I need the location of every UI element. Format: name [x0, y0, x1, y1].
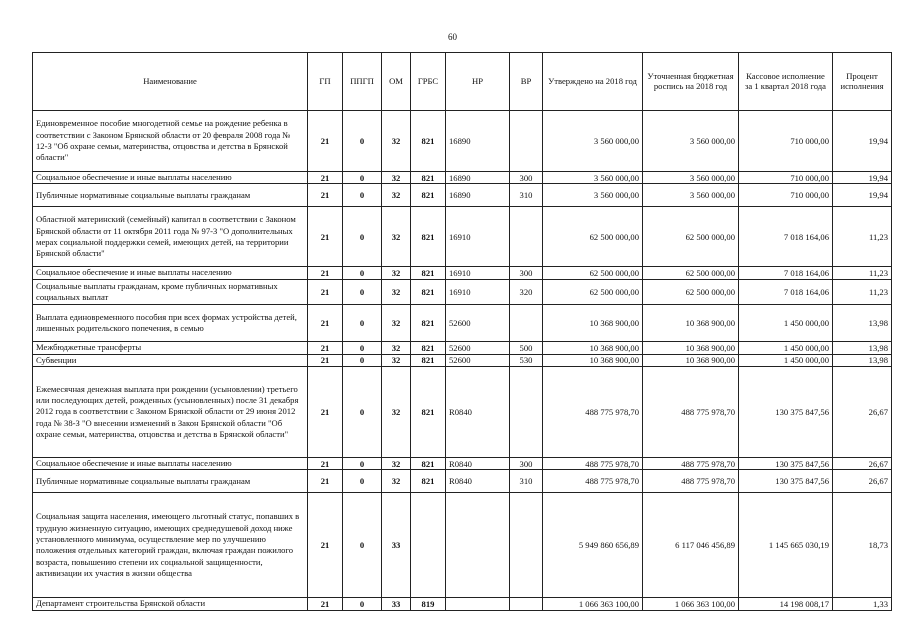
cell-percent: 11,23 [833, 207, 892, 267]
header-approved: Утверждено на 2018 год [543, 53, 643, 111]
cell-nr: 16890 [446, 172, 510, 184]
cell-name: Публичные нормативные социальные выплаты гражданам [33, 184, 308, 207]
cell-grbs [411, 493, 446, 598]
cell-cash: 710 000,00 [739, 172, 833, 184]
cell-name: Департамент строительства Брянской области [33, 598, 308, 610]
cell-percent: 18,73 [833, 493, 892, 598]
cell-approved: 3 560 000,00 [543, 184, 643, 207]
cell-om: 32 [382, 470, 411, 493]
cell-approved: 1 066 363 100,00 [543, 598, 643, 610]
cell-refined: 3 560 000,00 [643, 172, 739, 184]
table-row [33, 111, 892, 172]
table-row [33, 354, 892, 366]
cell-name: Выплата единовременного пособия при всех формах устройства детей, лишенных родительского попечения, в семью [33, 305, 308, 342]
cell-cash: 14 198 008,17 [739, 598, 833, 610]
cell-grbs: 819 [411, 598, 446, 610]
cell-approved: 10 368 900,00 [543, 305, 643, 342]
cell-name: Социальные выплаты гражданам, кроме публичных нормативных социальных выплат [33, 279, 308, 305]
cell-grbs: 821 [411, 184, 446, 207]
cell-vr [510, 207, 543, 267]
cell-om: 32 [382, 267, 411, 279]
table-row [33, 458, 892, 470]
header-om: ОМ [382, 53, 411, 111]
table-row [33, 367, 892, 458]
cell-grbs: 821 [411, 470, 446, 493]
cell-nr: 16910 [446, 267, 510, 279]
cell-percent: 26,67 [833, 458, 892, 470]
cell-vr: 300 [510, 267, 543, 279]
cell-pgp: 0 [343, 458, 382, 470]
cell-approved: 3 560 000,00 [543, 172, 643, 184]
budget-execution-table [32, 52, 892, 611]
cell-vr: 300 [510, 458, 543, 470]
cell-vr [510, 111, 543, 172]
cell-grbs: 821 [411, 172, 446, 184]
table-row [33, 172, 892, 184]
cell-name: Публичные нормативные социальные выплаты гражданам [33, 470, 308, 493]
cell-nr [446, 493, 510, 598]
cell-name: Субвенции [33, 354, 308, 366]
cell-approved: 62 500 000,00 [543, 267, 643, 279]
page-number: 60 [448, 32, 457, 42]
cell-name: Социальное обеспечение и иные выплаты населению [33, 172, 308, 184]
table-row [33, 470, 892, 493]
header-gp: ГП [308, 53, 343, 111]
cell-cash: 710 000,00 [739, 184, 833, 207]
header-name: Наименование [33, 53, 308, 111]
cell-nr: 16910 [446, 207, 510, 267]
table-row [33, 305, 892, 342]
cell-refined: 1 066 363 100,00 [643, 598, 739, 610]
cell-name: Областной материнский (семейный) капитал в соответствии с Законом Брянской области от 11 октября 2011 года № 97-З "О дополнительных мерах социальной поддержки семей, имеющих детей, на территории Брянской области" [33, 207, 308, 267]
cell-om: 32 [382, 172, 411, 184]
table-row [33, 342, 892, 354]
cell-vr: 500 [510, 342, 543, 354]
header-grbs: ГРБС [411, 53, 446, 111]
cell-grbs: 821 [411, 354, 446, 366]
cell-grbs: 821 [411, 458, 446, 470]
cell-name: Социальная защита населения, имеющего льготный статус, попавших в трудную жизненную ситуацию, имеющих среднедушевой доход ниже установленного минимума, осуществление мер по улучшению положения отдельных категорий граждан, включая граждан пожилого возраста, повышению степени их социальной защищенности, активизации их участия в жизни общества [33, 493, 308, 598]
cell-gp: 21 [308, 207, 343, 267]
cell-cash: 7 018 164,06 [739, 279, 833, 305]
cell-cash: 130 375 847,56 [739, 367, 833, 458]
cell-pgp: 0 [343, 184, 382, 207]
cell-cash: 1 450 000,00 [739, 305, 833, 342]
cell-refined: 10 368 900,00 [643, 342, 739, 354]
cell-percent: 11,23 [833, 279, 892, 305]
header-nr: НР [446, 53, 510, 111]
cell-gp: 21 [308, 470, 343, 493]
cell-name: Единовременное пособие многодетной семье на рождение ребенка в соответствии с Законом Брянской области от 20 февраля 2008 года № 12-З "Об охране семьи, материнства, отцовства и детства в Брянской области" [33, 111, 308, 172]
cell-pgp: 0 [343, 267, 382, 279]
cell-grbs: 821 [411, 207, 446, 267]
cell-percent: 13,98 [833, 305, 892, 342]
cell-vr [510, 367, 543, 458]
cell-gp: 21 [308, 111, 343, 172]
cell-approved: 3 560 000,00 [543, 111, 643, 172]
cell-refined: 10 368 900,00 [643, 354, 739, 366]
cell-pgp: 0 [343, 279, 382, 305]
cell-percent: 19,94 [833, 172, 892, 184]
cell-grbs: 821 [411, 367, 446, 458]
table-row [33, 207, 892, 267]
cell-nr: R0840 [446, 458, 510, 470]
cell-pgp: 0 [343, 207, 382, 267]
cell-refined: 488 775 978,70 [643, 458, 739, 470]
cell-refined: 10 368 900,00 [643, 305, 739, 342]
cell-vr: 530 [510, 354, 543, 366]
table-header [33, 53, 892, 111]
cell-pgp: 0 [343, 493, 382, 598]
cell-refined: 488 775 978,70 [643, 367, 739, 458]
cell-cash: 7 018 164,06 [739, 207, 833, 267]
cell-gp: 21 [308, 305, 343, 342]
cell-percent: 13,98 [833, 354, 892, 366]
cell-om: 32 [382, 305, 411, 342]
cell-refined: 6 117 046 456,89 [643, 493, 739, 598]
cell-name: Ежемесячная денежная выплата при рождении (усыновлении) третьего или последующих детей, рожденных (усыновленных) после 31 декабря 2012 года в соответствии с Законом Брянской области от 29 июня 2012 года № 38-З "О внесении изменений в Закон Брянской области "Об охране семьи, материнства, отцовства и детства в Брянской области" [33, 367, 308, 458]
cell-name: Социальное обеспечение и иные выплаты населению [33, 458, 308, 470]
cell-gp: 21 [308, 458, 343, 470]
cell-gp: 21 [308, 172, 343, 184]
cell-nr: 52600 [446, 342, 510, 354]
table-row [33, 267, 892, 279]
cell-gp: 21 [308, 184, 343, 207]
cell-cash: 130 375 847,56 [739, 470, 833, 493]
header-vr: ВР [510, 53, 543, 111]
cell-approved: 10 368 900,00 [543, 354, 643, 366]
cell-grbs: 821 [411, 111, 446, 172]
cell-nr [446, 598, 510, 610]
cell-grbs: 821 [411, 267, 446, 279]
cell-refined: 3 560 000,00 [643, 184, 739, 207]
cell-cash: 1 450 000,00 [739, 342, 833, 354]
cell-vr [510, 493, 543, 598]
cell-pgp: 0 [343, 598, 382, 610]
cell-gp: 21 [308, 493, 343, 598]
cell-gp: 21 [308, 342, 343, 354]
table-row [33, 493, 892, 598]
cell-pgp: 0 [343, 305, 382, 342]
cell-grbs: 821 [411, 305, 446, 342]
cell-om: 32 [382, 367, 411, 458]
cell-grbs: 821 [411, 279, 446, 305]
cell-vr: 320 [510, 279, 543, 305]
cell-cash: 1 450 000,00 [739, 354, 833, 366]
table-row [33, 184, 892, 207]
cell-approved: 488 775 978,70 [543, 458, 643, 470]
cell-nr: 52600 [446, 354, 510, 366]
cell-om: 32 [382, 184, 411, 207]
cell-refined: 62 500 000,00 [643, 279, 739, 305]
cell-percent: 26,67 [833, 470, 892, 493]
cell-vr [510, 305, 543, 342]
cell-gp: 21 [308, 354, 343, 366]
cell-gp: 21 [308, 279, 343, 305]
cell-percent: 13,98 [833, 342, 892, 354]
cell-vr: 310 [510, 184, 543, 207]
cell-pgp: 0 [343, 342, 382, 354]
cell-nr: R0840 [446, 367, 510, 458]
cell-approved: 488 775 978,70 [543, 470, 643, 493]
header-pgp: ППГП [343, 53, 382, 111]
cell-approved: 488 775 978,70 [543, 367, 643, 458]
cell-cash: 7 018 164,06 [739, 267, 833, 279]
header-cash: Кассовое исполнение за 1 квартал 2018 года [739, 53, 833, 111]
cell-percent: 19,94 [833, 184, 892, 207]
header-percent: Процент исполнения [833, 53, 892, 111]
cell-approved: 62 500 000,00 [543, 279, 643, 305]
cell-name: Межбюджетные трансферты [33, 342, 308, 354]
cell-cash: 130 375 847,56 [739, 458, 833, 470]
cell-nr: 52600 [446, 305, 510, 342]
cell-refined: 62 500 000,00 [643, 207, 739, 267]
cell-nr: 16890 [446, 111, 510, 172]
cell-percent: 19,94 [833, 111, 892, 172]
cell-percent: 1,33 [833, 598, 892, 610]
cell-om: 33 [382, 493, 411, 598]
cell-percent: 26,67 [833, 367, 892, 458]
header-row [33, 53, 892, 111]
cell-gp: 21 [308, 267, 343, 279]
cell-approved: 5 949 860 656,89 [543, 493, 643, 598]
cell-vr: 310 [510, 470, 543, 493]
cell-gp: 21 [308, 598, 343, 610]
cell-om: 32 [382, 279, 411, 305]
cell-cash: 1 145 665 030,19 [739, 493, 833, 598]
table-row [33, 598, 892, 610]
cell-pgp: 0 [343, 367, 382, 458]
cell-cash: 710 000,00 [739, 111, 833, 172]
cell-name: Социальное обеспечение и иные выплаты населению [33, 267, 308, 279]
cell-pgp: 0 [343, 111, 382, 172]
cell-om: 32 [382, 354, 411, 366]
table-body [33, 111, 892, 611]
cell-percent: 11,23 [833, 267, 892, 279]
cell-om: 32 [382, 111, 411, 172]
cell-vr: 300 [510, 172, 543, 184]
cell-om: 33 [382, 598, 411, 610]
cell-nr: 16910 [446, 279, 510, 305]
cell-pgp: 0 [343, 354, 382, 366]
cell-grbs: 821 [411, 342, 446, 354]
cell-approved: 10 368 900,00 [543, 342, 643, 354]
cell-om: 32 [382, 342, 411, 354]
cell-gp: 21 [308, 367, 343, 458]
cell-approved: 62 500 000,00 [543, 207, 643, 267]
table-row [33, 279, 892, 305]
cell-pgp: 0 [343, 172, 382, 184]
cell-refined: 3 560 000,00 [643, 111, 739, 172]
cell-nr: R0840 [446, 470, 510, 493]
cell-om: 32 [382, 207, 411, 267]
cell-om: 32 [382, 458, 411, 470]
cell-nr: 16890 [446, 184, 510, 207]
cell-pgp: 0 [343, 470, 382, 493]
cell-refined: 488 775 978,70 [643, 470, 739, 493]
header-refined: Уточненная бюджетная роспись на 2018 год [643, 53, 739, 111]
cell-refined: 62 500 000,00 [643, 267, 739, 279]
cell-vr [510, 598, 543, 610]
